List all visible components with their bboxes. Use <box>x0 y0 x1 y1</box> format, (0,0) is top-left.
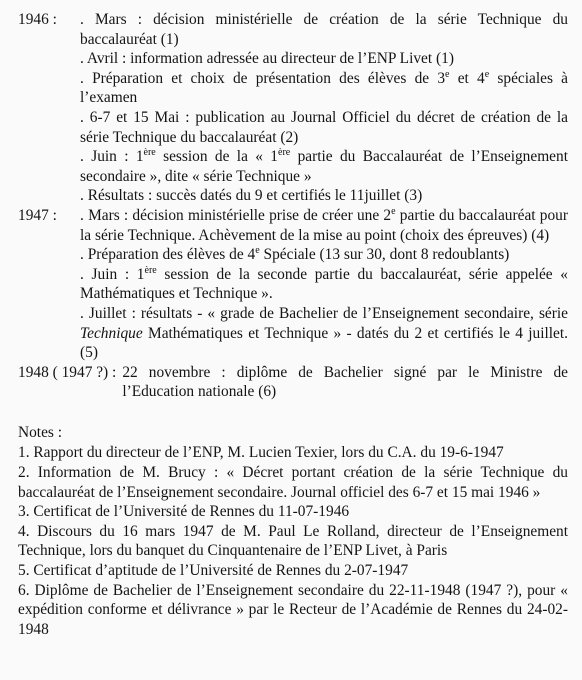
event-item: . Juin : 1ère session de la « 1ère partie du Baccalauréat de l’Enseignement secondaire », dite « série Technique » <box>80 147 568 185</box>
event-item: . Préparation des élèves de 4e Spéciale (13 sur 30, dont 8 redoublants) <box>80 245 510 264</box>
superscript: e <box>445 68 450 80</box>
event-list <box>122 363 568 402</box>
year-label: 1947 : <box>18 206 57 224</box>
note-item: 6. Diplôme de Bachelier de l’Enseignement secondaire du 22-11-1948 (1947 ?), pour « expédition conforme et délivrance » par le Recteur de l’Académie de Rennes du 24-02-1948 <box>18 581 568 638</box>
emphasis: Technique <box>80 324 143 342</box>
superscript: ère <box>143 147 156 159</box>
superscript: e <box>391 205 396 217</box>
year-label: 1948 ( 1947 ?) : <box>18 363 117 381</box>
event-item: . 6-7 et 15 Mai : publication au Journal Officiel du décret de création de la série Technique du baccalauréat (2) <box>80 108 568 146</box>
note-item: 1. Rapport du directeur de l’ENP, M. Lucien Texier, lors du C.A. du 19-6-1947 <box>18 444 504 462</box>
note-item: 5. Certificat d’aptitude de l’Université de Rennes du 2-07-1947 <box>18 562 409 580</box>
event-item: . Préparation et choix de présentation des élèves de 3e et 4e spéciales à l’examen <box>80 68 569 107</box>
event-item: . Juillet : résultats - « grade de Bachelier de l’Enseignement secondaire, série Technique Mathématiques et Technique » - datés du 2 et certifiés le 4 juillet. (5) <box>80 304 568 362</box>
superscript: e <box>484 68 490 80</box>
timeline-entry-1946 <box>18 10 568 206</box>
event-list <box>80 10 568 206</box>
note-item: 4. Discours du 16 mars 1947 de M. Paul Le Rolland, directeur de l’Enseignement Technique, lors du banquet du Cinquantenaire de l’ENP Livet, à Paris <box>18 522 568 560</box>
notes-title: Notes : <box>18 423 63 441</box>
notes-section <box>18 423 568 640</box>
year-label: 1946 : <box>18 11 57 28</box>
superscript: e <box>255 245 260 257</box>
timeline <box>18 10 568 402</box>
note-item: 2. Information de M. Brucy : « Décret portant création de la série Technique du baccalauréat de l’Enseignement secondaire. Journal officiel des 6-7 et 15 mai 1946 » <box>18 464 568 501</box>
superscript: ère <box>144 264 157 276</box>
event-item: . Mars : décision ministérielle prise de créer une 2e partie du baccalauréat pour la série Technique. Achèvement de la mise au point (choix des épreuves) (4) <box>80 205 568 244</box>
event-item: 22 novembre : diplôme de Bachelier signé par le Ministre de l’Education nationale (6) <box>122 363 568 401</box>
event-item: . Avril : information adressée au directeur de l’ENP Livet (1) <box>80 50 454 68</box>
event-list <box>80 206 568 363</box>
event-item: . Résultats : succès datés du 9 et certifiés le 11juillet (3) <box>80 187 423 205</box>
note-item: 3. Certificat de l’Université de Rennes du 11-07-1946 <box>18 503 350 521</box>
superscript: ère <box>278 147 291 159</box>
event-item: . Mars : décision ministérielle de création de la série Technique du baccalauréat (1) <box>80 11 568 48</box>
timeline-entry-1948 <box>18 363 568 402</box>
event-item: . Juin : 1ère session de la seconde partie du baccalauréat, série appelée « Mathématiques et Technique ». <box>80 264 568 303</box>
timeline-entry-1947 <box>18 206 568 363</box>
